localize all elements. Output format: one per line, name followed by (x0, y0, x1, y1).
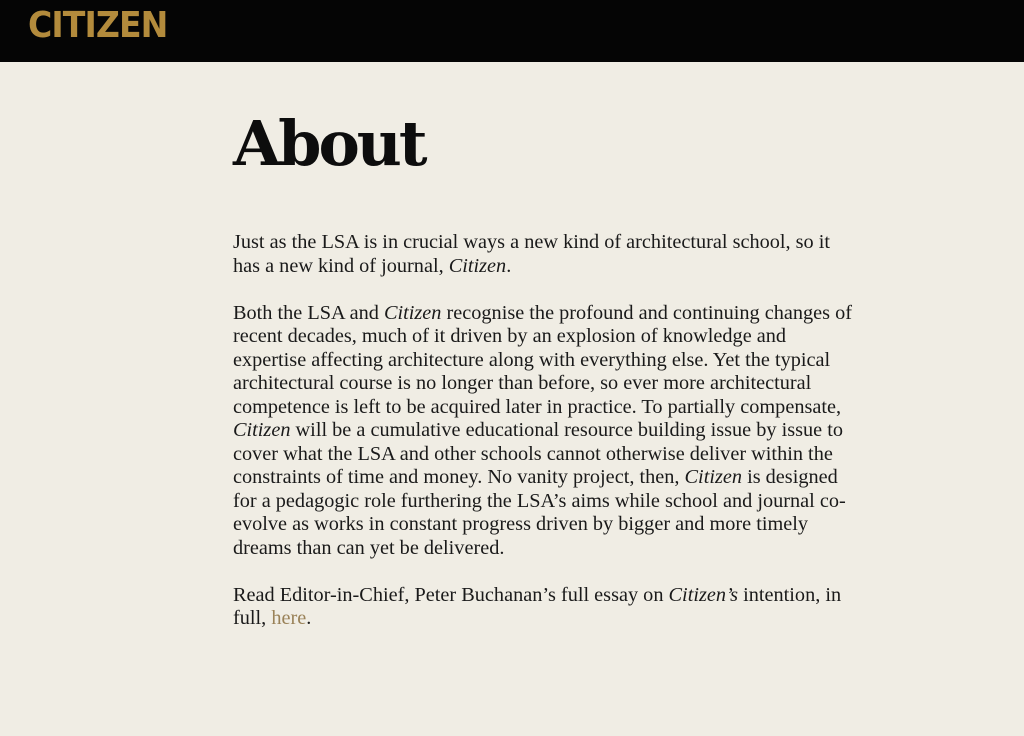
journal-name: Citizen’s (668, 583, 739, 606)
body-text-1: Both the LSA and (233, 301, 384, 324)
read-more-text-2: intention, in full, (233, 583, 842, 629)
body-text-2: recognise the profound and continuing changes of recent decades, much of it driven by an explosion of knowledge and expertise affecting architecture along with everything else. Yet the typical architectural course is no longer than before, so ever more architectural competence is left to be acquired later in practice. To partially compensate, (233, 301, 853, 418)
journal-name: Citizen (233, 419, 291, 441)
body-text-3: will be a cumulative educational resource building issue by issue to cover what the LSA and other schools cannot otherwise deliver within the constraints of time and money. No vanity project, then, (233, 419, 843, 488)
body-text-4: is designed for a pedagogic role furthering the LSA’s aims while school and journal co-evolve as works in constant progress driven by bigger and more timely dreams than can yet be delivered. (233, 466, 846, 559)
intro-text: Just as the LSA is in crucial ways a new kind of architectural school, so it has a new kind of journal, (233, 231, 831, 277)
site-header (0, 0, 1024, 62)
journal-name: Citizen (448, 254, 507, 277)
read-more-text-end: . (306, 607, 312, 629)
journal-name: Citizen (383, 301, 442, 324)
site-logo[interactable]: CITIZEN (28, 5, 168, 46)
read-more-paragraph (233, 584, 853, 631)
journal-name: Citizen (684, 466, 742, 488)
page-title: About (233, 107, 425, 180)
essay-link[interactable]: here (271, 607, 307, 629)
body-paragraph (233, 302, 853, 561)
about-article (233, 104, 853, 631)
read-more-text: Read Editor-in-Chief, Peter Buchanan’s full essay on (233, 583, 669, 606)
intro-text-end: . (506, 254, 512, 277)
intro-paragraph (233, 231, 853, 278)
